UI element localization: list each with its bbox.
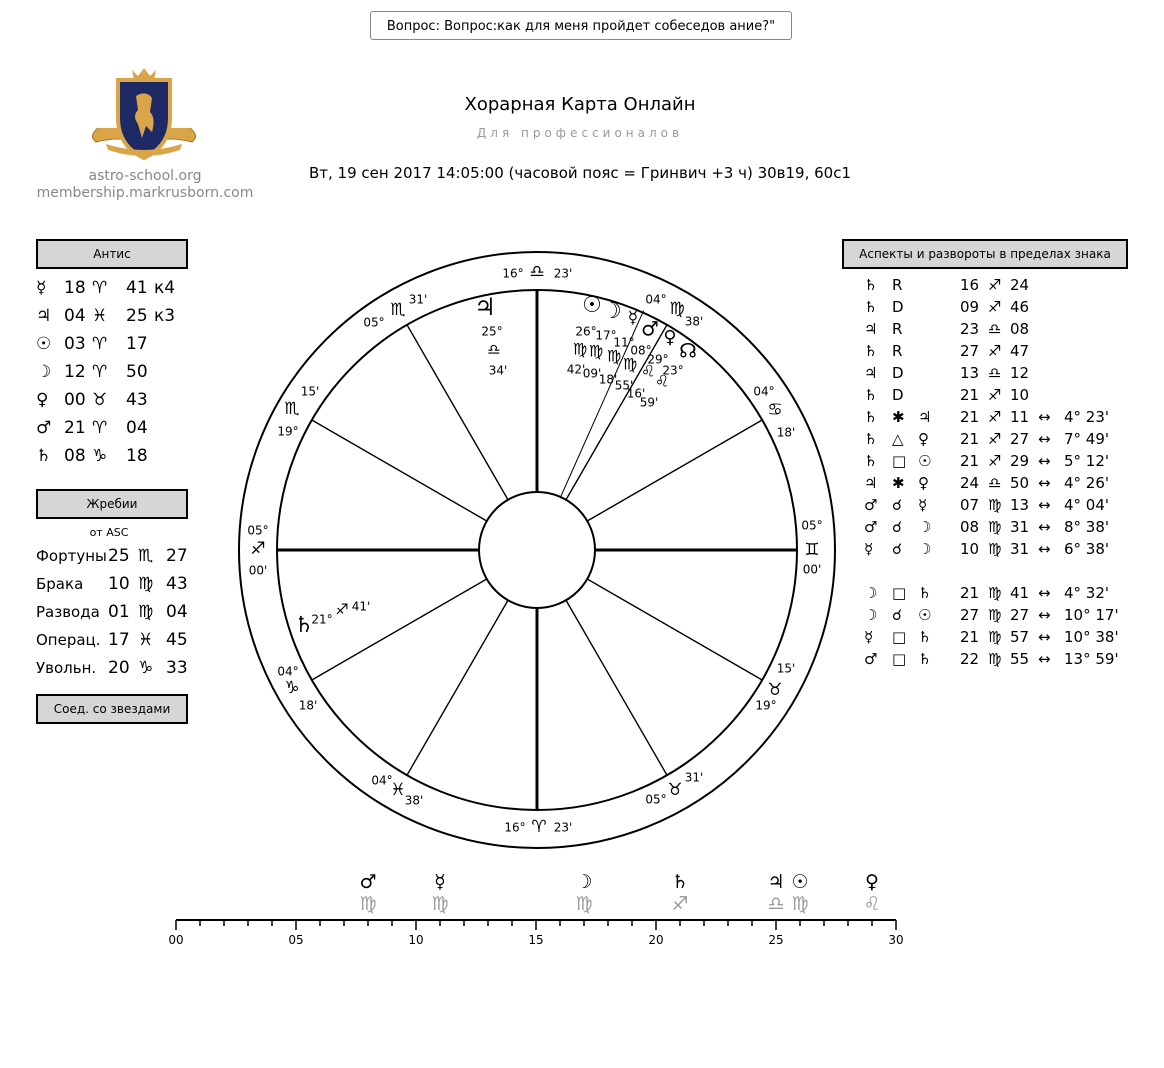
- sign-glyph: ♈: [92, 278, 108, 298]
- ruler-tick-label: 10: [408, 933, 424, 947]
- arrow-icon: ↔: [1038, 606, 1051, 624]
- arrow-icon: ↔: [1038, 496, 1051, 514]
- sign-glyph: ♐: [988, 452, 1002, 470]
- aspect-minutes: 27: [1010, 430, 1030, 448]
- sign-glyph: ♐: [988, 298, 1002, 316]
- ruler-planet-glyph: ♂: [359, 871, 377, 893]
- horary-wheel: [230, 250, 844, 860]
- aspect-degree: 21: [960, 430, 980, 448]
- aspect-glyph: ☌: [892, 606, 903, 624]
- planet-glyph: ♄: [918, 650, 932, 668]
- ruler-tick-label: 00: [168, 933, 184, 947]
- planet-glyph: ♄: [918, 628, 932, 646]
- cluster-minutes: 55': [614, 378, 634, 393]
- cusp-degree: 04°: [277, 664, 299, 679]
- planet-glyph: ☽: [864, 606, 878, 624]
- house-cusp-line: [407, 600, 508, 775]
- planet-glyph: ☽: [918, 518, 932, 536]
- aspect-glyph: ☌: [892, 540, 903, 558]
- cusp-sign-glyph: ♏: [390, 300, 406, 320]
- cusp-sign-glyph: ♐: [250, 539, 266, 559]
- antis-note: к3: [154, 306, 176, 326]
- planet-glyph: ☉: [918, 606, 932, 624]
- ruler-tick-label: 30: [888, 933, 904, 947]
- aspect-degree: 09: [960, 298, 980, 316]
- ruler-tick-label: 20: [648, 933, 664, 947]
- cusp-minutes: 00': [248, 563, 268, 578]
- planet-glyph: ☉: [918, 452, 932, 470]
- cusp-minutes: 23': [553, 266, 573, 281]
- arrow-icon: ↔: [1038, 628, 1051, 646]
- aspect-minutes: 13: [1010, 496, 1030, 514]
- aspect-orb: 7° 49': [1064, 430, 1110, 448]
- lot-minutes: 27: [166, 546, 188, 566]
- sign-glyph: ♍: [988, 496, 1002, 514]
- ruler-tick-label: 15: [528, 933, 544, 947]
- cluster-sign-glyph: ♍: [622, 354, 638, 374]
- aspect-minutes: 46: [1010, 298, 1030, 316]
- cluster-sign-glyph: ♍: [572, 339, 588, 359]
- planet-glyph: ☽: [864, 584, 878, 602]
- planet-glyph: ♄: [864, 298, 878, 316]
- lot-degree: 01: [108, 602, 130, 622]
- planet-glyph: ☿: [864, 540, 874, 558]
- sign-glyph: ♉: [92, 390, 108, 410]
- antis-minutes: 04: [126, 418, 148, 438]
- ruler-sign-glyph: ♎: [767, 893, 785, 915]
- aspect-minutes: 47: [1010, 342, 1030, 360]
- planet-glyph: ♂: [864, 650, 878, 668]
- aspect-glyph: □: [892, 650, 907, 668]
- cluster-minutes: 59': [639, 395, 659, 410]
- cusp-degree: 16°: [502, 266, 524, 281]
- stars-button[interactable]: Соед. со звездами: [36, 694, 188, 724]
- planet-glyph: ♄: [918, 584, 932, 602]
- aspect-minutes: 31: [1010, 540, 1030, 558]
- sign-glyph: ♎: [988, 364, 1002, 382]
- cusp-degree: 04°: [371, 773, 393, 788]
- planet-glyph: ♂: [36, 418, 52, 438]
- cluster-planet-glyph: ♀: [663, 327, 677, 348]
- cusp-sign-glyph: ♉: [667, 780, 683, 800]
- cusp-sign-glyph: ♉: [767, 680, 783, 700]
- lot-degree: 17: [108, 630, 130, 650]
- ruler-planet-glyph: ♀: [865, 871, 879, 893]
- lot-minutes: 43: [166, 574, 188, 594]
- cluster-planet-glyph: ♂: [641, 316, 659, 341]
- aspect-glyph: D: [892, 386, 904, 404]
- cusp-sign-glyph: ♍: [669, 299, 685, 319]
- planet-glyph: ♄: [864, 342, 878, 360]
- house-cusp-line: [312, 579, 487, 680]
- sign-glyph: ♐: [988, 276, 1002, 294]
- aspect-glyph: □: [892, 628, 907, 646]
- sign-glyph: ♍: [988, 606, 1002, 624]
- ruler-planet-glyph: ♃: [767, 871, 785, 893]
- saturn-minutes: 41': [351, 599, 371, 614]
- membership-url[interactable]: membership.markrusborn.com: [36, 185, 254, 201]
- arrow-icon: ↔: [1038, 408, 1051, 426]
- aspect-glyph: ☌: [892, 496, 903, 514]
- sign-glyph: ♐: [988, 342, 1002, 360]
- cusp-degree: 05°: [363, 315, 385, 330]
- sign-glyph: ♍: [988, 540, 1002, 558]
- lots-from: от ASC: [89, 526, 129, 539]
- planet-glyph: ♄: [864, 408, 878, 426]
- sign-glyph: ♍: [988, 518, 1002, 536]
- site-url[interactable]: astro-school.org: [88, 168, 202, 184]
- planet-glyph: ♃: [864, 364, 878, 382]
- planet-glyph: ☿: [36, 278, 47, 298]
- aspect-glyph: R: [892, 342, 903, 360]
- aspect-glyph: ✱: [892, 408, 905, 426]
- ruler-planet-glyph: ☉: [791, 871, 809, 893]
- cusp-minutes: 38': [404, 793, 424, 808]
- ruler-sign-glyph: ♍: [791, 893, 809, 915]
- aspect-orb: 10° 38': [1064, 628, 1119, 646]
- aspect-degree: 08: [960, 518, 980, 536]
- antis-degree: 18: [64, 278, 86, 298]
- arrow-icon: ↔: [1038, 474, 1051, 492]
- aspect-minutes: 50: [1010, 474, 1030, 492]
- cusp-sign-glyph: ♓: [390, 780, 406, 800]
- planet-glyph: ♀: [918, 474, 929, 492]
- aspect-minutes: 24: [1010, 276, 1030, 294]
- lot-degree: 20: [108, 658, 130, 678]
- lot-degree: 10: [108, 574, 130, 594]
- ruler-sign-glyph: ♐: [671, 893, 689, 915]
- planet-glyph: ♀: [36, 390, 49, 410]
- cusp-sign-glyph: ♎: [529, 262, 545, 282]
- cluster-sign-glyph: ♍: [606, 346, 622, 366]
- sign-glyph: ♏: [138, 546, 154, 566]
- chart-datetime: Вт, 19 сен 2017 14:05:00 (часовой пояс = Гринвич +3 ч) 30в19, 60с1: [308, 164, 851, 182]
- cusp-minutes: 18': [298, 698, 318, 713]
- planet-glyph: ☽: [36, 362, 52, 382]
- aspect-glyph: △: [892, 430, 904, 448]
- cusp-minutes: 23': [553, 820, 573, 835]
- arrow-icon: ↔: [1038, 650, 1051, 668]
- lot-minutes: 33: [166, 658, 188, 678]
- cusp-sign-glyph: ♑: [284, 678, 300, 698]
- cluster-sign-glyph: ♌: [654, 371, 670, 391]
- antis-degree: 04: [64, 306, 86, 326]
- sign-glyph: ♈: [92, 418, 108, 438]
- planet-glyph: ♃: [864, 320, 878, 338]
- aspect-degree: 10: [960, 540, 980, 558]
- ruler-tick-label: 05: [288, 933, 304, 947]
- arrow-icon: ↔: [1038, 584, 1051, 602]
- aspect-degree: 21: [960, 386, 980, 404]
- sign-glyph: ♍: [138, 602, 154, 622]
- antis-minutes: 17: [126, 334, 148, 354]
- house-cusp-line: [566, 600, 667, 775]
- sign-glyph: ♍: [988, 650, 1002, 668]
- jupiter-minutes: 34': [488, 363, 508, 378]
- aspect-minutes: 57: [1010, 628, 1030, 646]
- aspect-degree: 21: [960, 584, 980, 602]
- cusp-degree: 15': [300, 384, 320, 399]
- antis-degree: 08: [64, 446, 86, 466]
- inner-circle: [479, 492, 595, 608]
- antis-degree: 12: [64, 362, 86, 382]
- cusp-degree: 04°: [645, 292, 667, 307]
- sign-glyph: ♈: [92, 334, 108, 354]
- cusp-sign-glyph: ♈: [531, 817, 547, 837]
- cluster-degree: 23°: [662, 363, 684, 378]
- sign-glyph: ♎: [988, 474, 1002, 492]
- cusp-degree: 05°: [801, 518, 823, 533]
- saturn-degree: 21°: [311, 612, 333, 627]
- ruler-sign-glyph: ♌: [863, 893, 881, 915]
- house-cusp-line: [312, 420, 487, 521]
- aspect-glyph: □: [892, 452, 907, 470]
- lot-name: Развода: [36, 603, 100, 621]
- sign-glyph: ♍: [988, 584, 1002, 602]
- lot-degree: 25: [108, 546, 130, 566]
- antis-degree: 03: [64, 334, 86, 354]
- antis-minutes: 18: [126, 446, 148, 466]
- ruler-planet-glyph: ☿: [434, 871, 446, 893]
- cusp-sign-glyph: ♋: [767, 400, 783, 420]
- arrow-icon: ↔: [1038, 452, 1051, 470]
- cluster-minutes: 42': [566, 362, 586, 377]
- sign-glyph: ♐: [988, 408, 1002, 426]
- planet-glyph: ♄: [864, 386, 878, 404]
- cusp-degree: 16°: [504, 820, 526, 835]
- planet-glyph: ♃: [864, 474, 878, 492]
- aspect-orb: 4° 23': [1064, 408, 1110, 426]
- page-subtitle: Для профессионалов: [476, 126, 684, 140]
- cluster-planet-glyph: ☿: [627, 308, 639, 328]
- aspect-orb: 10° 17': [1064, 606, 1119, 624]
- aspect-minutes: 08: [1010, 320, 1030, 338]
- ruler-sign-glyph: ♍: [431, 893, 449, 915]
- aspect-minutes: 27: [1010, 606, 1030, 624]
- aspect-degree: 07: [960, 496, 980, 514]
- degree-ruler: [160, 864, 920, 954]
- house-cusp-line: [587, 579, 762, 680]
- jupiter-sign-glyph: ♎: [487, 340, 501, 359]
- aspect-glyph: ☌: [892, 518, 903, 536]
- cluster-degree: 11°: [613, 335, 635, 350]
- antis-note: к4: [154, 278, 176, 298]
- cluster-degree: 08°: [630, 343, 652, 358]
- antis-minutes: 25: [126, 306, 148, 326]
- cluster-sign-glyph: ♌: [640, 361, 656, 381]
- planet-glyph: ♂: [864, 496, 878, 514]
- jupiter-degree: 25°: [481, 324, 503, 339]
- sign-glyph: ♐: [988, 430, 1002, 448]
- cluster-degree: 17°: [595, 328, 617, 343]
- planet-glyph: ♃: [918, 408, 932, 426]
- planet-glyph: ☿: [918, 496, 928, 514]
- arrow-icon: ↔: [1038, 518, 1051, 536]
- aspect-glyph: ✱: [892, 474, 905, 492]
- arrow-icon: ↔: [1038, 430, 1051, 448]
- saturn-sign-glyph: ♐: [335, 600, 349, 619]
- aspect-degree: 22: [960, 650, 980, 668]
- aspect-orb: 4° 26': [1064, 474, 1110, 492]
- aspect-minutes: 10: [1010, 386, 1030, 404]
- planet-glyph: ♀: [918, 430, 929, 448]
- cusp-minutes: 31': [684, 770, 704, 785]
- ruler-sign-glyph: ♍: [575, 893, 593, 915]
- antis-minutes: 43: [126, 390, 148, 410]
- cluster-planet-glyph: ☉: [582, 293, 602, 318]
- aspect-degree: 13: [960, 364, 980, 382]
- aspect-orb: 4° 32': [1064, 584, 1110, 602]
- planet-glyph: ♄: [864, 452, 878, 470]
- planet-glyph: ♄: [864, 430, 878, 448]
- aspect-degree: 21: [960, 628, 980, 646]
- aspect-minutes: 41: [1010, 584, 1030, 602]
- cusp-minutes: 00': [802, 562, 822, 577]
- aspect-orb: 6° 38': [1064, 540, 1110, 558]
- planet-glyph: ☉: [36, 334, 52, 354]
- ruler-planet-glyph: ♄: [671, 871, 689, 893]
- page-title: Хорарная Карта Онлайн: [464, 94, 696, 115]
- aspect-glyph: R: [892, 276, 903, 294]
- aspect-minutes: 55: [1010, 650, 1030, 668]
- house-cusp-line: [587, 420, 762, 521]
- cluster-sign-glyph: ♍: [588, 341, 604, 361]
- sign-glyph: ♎: [988, 320, 1002, 338]
- arrow-icon: ↔: [1038, 540, 1051, 558]
- aspect-degree: 21: [960, 452, 980, 470]
- aspect-minutes: 29: [1010, 452, 1030, 470]
- cluster-minutes: 18': [598, 372, 618, 387]
- aspects-button[interactable]: Аспекты и развороты в пределах знака: [842, 239, 1128, 269]
- planet-glyph: ☿: [864, 628, 874, 646]
- aspect-degree: 24: [960, 474, 980, 492]
- aspect-degree: 16: [960, 276, 980, 294]
- sign-glyph: ♑: [92, 446, 108, 466]
- sign-glyph: ♐: [988, 386, 1002, 404]
- planet-glyph: ☽: [918, 540, 932, 558]
- planet-glyph: ♂: [864, 518, 878, 536]
- cusp-minutes: 19°: [277, 424, 299, 439]
- planet-glyph: ♄: [864, 276, 878, 294]
- cusp-degree: 15': [776, 661, 796, 676]
- saturn-glyph: ♄: [294, 613, 314, 638]
- antis-degree: 00: [64, 390, 86, 410]
- sign-glyph: ♓: [138, 630, 154, 650]
- aspect-glyph: □: [892, 584, 907, 602]
- cusp-sign-glyph: ♏: [284, 399, 300, 419]
- lot-name: Увольн.: [36, 659, 97, 677]
- aspect-minutes: 11: [1010, 408, 1030, 426]
- lot-name: Операц.: [36, 631, 101, 649]
- cusp-degree: 04°: [753, 384, 775, 399]
- cusp-degree: 05°: [247, 523, 269, 538]
- cusp-minutes: 31': [408, 292, 428, 307]
- cluster-minutes: 09': [582, 366, 602, 381]
- cluster-planet-glyph: ☊: [679, 338, 697, 363]
- cluster-degree: 26°: [575, 324, 597, 339]
- sign-glyph: ♓: [92, 306, 108, 326]
- antis-button[interactable]: Антис: [36, 239, 188, 269]
- sign-glyph: ♍: [138, 574, 154, 594]
- sign-glyph: ♑: [138, 658, 154, 678]
- cusp-degree: 05°: [645, 792, 667, 807]
- antis-minutes: 41: [126, 278, 148, 298]
- aspect-degree: 27: [960, 342, 980, 360]
- lot-minutes: 04: [166, 602, 188, 622]
- jupiter-glyph: ♃: [474, 293, 496, 321]
- ruler-tick-label: 25: [768, 933, 784, 947]
- planet-glyph: ♃: [36, 306, 52, 326]
- cusp-minutes: 38': [684, 314, 704, 329]
- lots-button[interactable]: Жребии: [36, 489, 188, 519]
- aspect-degree: 23: [960, 320, 980, 338]
- aspect-orb: 4° 04': [1064, 496, 1110, 514]
- aspect-orb: 13° 59': [1064, 650, 1119, 668]
- question-field[interactable]: Вопрос: Вопрос:как для меня пройдет собеседов ание?": [370, 11, 792, 40]
- antis-degree: 21: [64, 418, 86, 438]
- aspect-minutes: 12: [1010, 364, 1030, 382]
- cluster-minutes: 16': [626, 386, 646, 401]
- cusp-minutes: 18': [776, 425, 796, 440]
- lot-minutes: 45: [166, 630, 188, 650]
- lot-name: Фортуны: [36, 547, 107, 565]
- aspect-degree: 27: [960, 606, 980, 624]
- ruler-planet-glyph: ☽: [575, 871, 593, 893]
- aspect-degree: 21: [960, 408, 980, 426]
- cusp-sign-glyph: ♊: [804, 540, 820, 560]
- aspect-glyph: R: [892, 320, 903, 338]
- ruler-sign-glyph: ♍: [359, 893, 377, 915]
- planet-glyph: ♄: [36, 446, 52, 466]
- cusp-minutes: 19°: [755, 698, 777, 713]
- lot-name: Брака: [36, 575, 84, 593]
- aspect-minutes: 31: [1010, 518, 1030, 536]
- cluster-degree: 29°: [647, 352, 669, 367]
- cluster-planet-glyph: ☽: [602, 299, 622, 324]
- sign-glyph: ♈: [92, 362, 108, 382]
- sign-glyph: ♍: [988, 628, 1002, 646]
- aspect-glyph: D: [892, 298, 904, 316]
- antis-minutes: 50: [126, 362, 148, 382]
- school-logo: [88, 66, 200, 166]
- aspect-orb: 8° 38': [1064, 518, 1110, 536]
- aspect-orb: 5° 12': [1064, 452, 1110, 470]
- aspect-glyph: D: [892, 364, 904, 382]
